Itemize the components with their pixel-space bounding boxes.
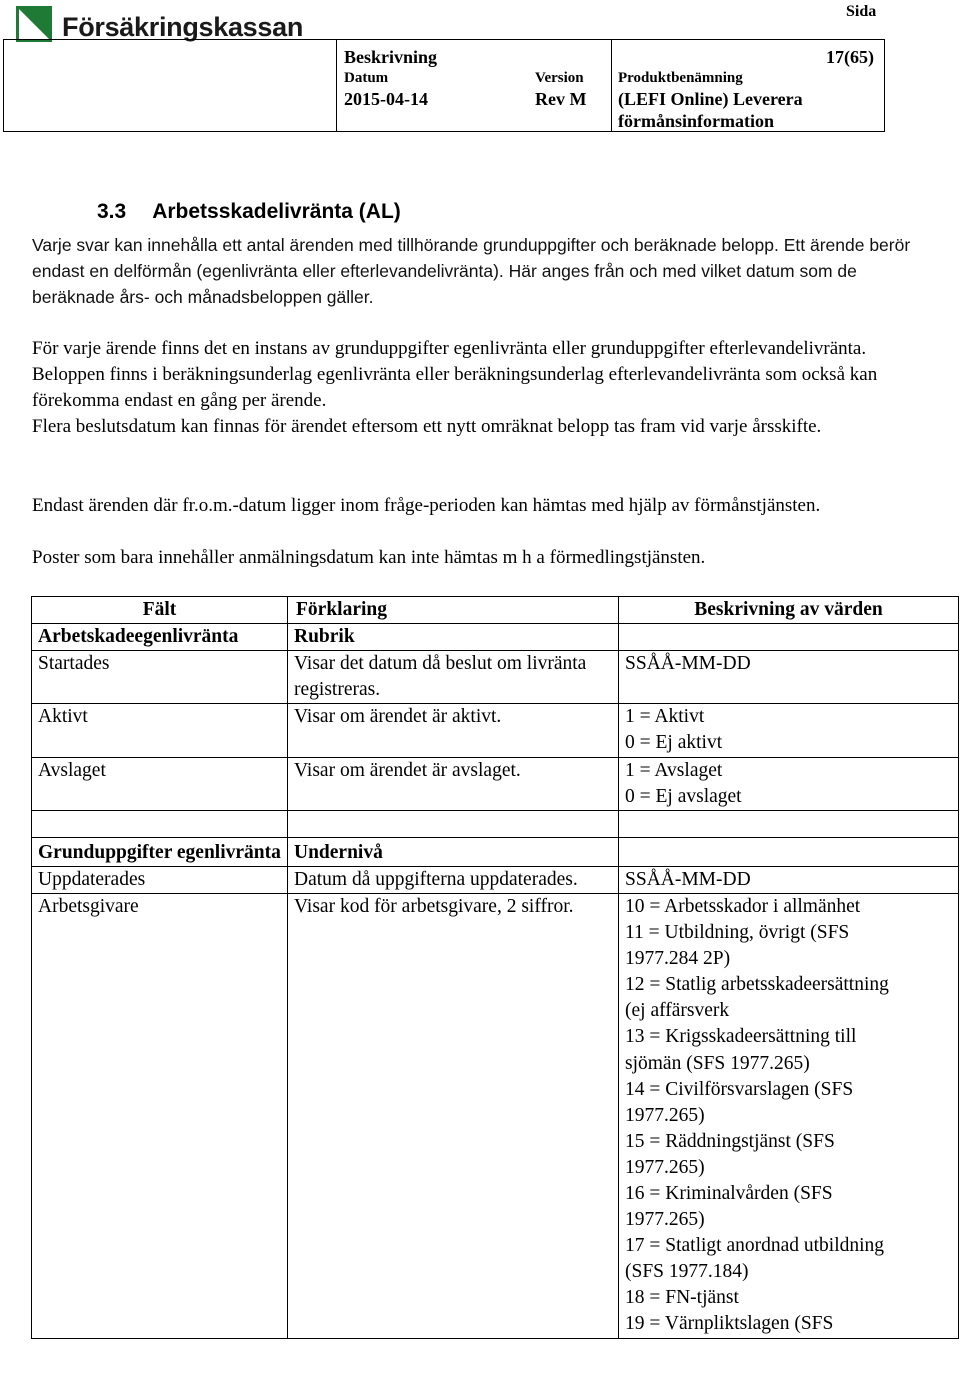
table-row-empty [32,810,959,837]
field-values [619,837,959,866]
field-values [619,866,959,893]
table-row [32,651,959,704]
value-line: 10 = Arbetsskador i allmänhet [625,895,861,917]
field-table [31,596,959,1339]
value-line: SSÅÅ-MM-DD [625,868,751,890]
value-line: 1977.265) [625,1104,705,1126]
field-name: Uppdaterades [32,866,288,893]
field-name: Aktivt [32,704,288,757]
field-name [32,810,288,837]
produkt-value: (LEFI Online) Leverera förmånsinformation [618,89,803,131]
paragraph-endast: Endast ärenden där fr.o.m.-datum ligger inom fråge-perioden kan hämtas med hjälp av förmånstjänsten. [32,495,821,516]
table-header-row [32,597,959,624]
version-value: Rev M [535,89,587,109]
table-row [32,757,959,810]
field-values [619,704,959,757]
datum-value: 2015-04-14 [344,89,428,109]
value-line: 1 = Avslaget [625,759,723,781]
version-label: Version [535,70,584,86]
field-name: Arbetsgivare [32,893,288,1338]
value-line: 14 = Civilförsvarslagen (SFS [625,1078,854,1100]
field-name: Arbetskadeegenlivränta [32,624,288,651]
field-values [619,893,959,1338]
field-name: Startades [32,651,288,704]
field-values [619,757,959,810]
field-name: Grunduppgifter egenlivränta [32,837,288,866]
field-explanation [288,810,619,837]
field-explanation: Visar kod för arbetsgivare, 2 siffror. [288,893,619,1338]
paragraph-instances: För varje ärende finns det en instans av grunduppgifter egenlivränta eller grunduppgifter efterlevandelivränta. Beloppen finns i beräkningsunderlag egenlivränta eller beräkningsunderlag efterlevandelivränta som också kan förekomma endast en gång per ärende. [32,338,878,411]
table-row [32,893,959,1338]
value-line: (ej affärsverk [625,1000,730,1022]
value-line: 15 = Räddningstjänst (SFS [625,1130,835,1152]
value-line: 1977.284 2P) [625,948,731,970]
logo-text: Försäkringskassan [62,12,304,42]
page-number: 17(65) [826,47,874,67]
section-heading [97,200,401,224]
produkt-label: Produktbenämning [618,70,743,86]
value-line: 16 = Kriminalvården (SFS [625,1182,833,1204]
paragraph-poster: Poster som bara innehåller anmälningsdatum kan inte hämtas m h a förmedlingstjänsten. [32,547,706,568]
value-line: 1 = Aktivt [625,706,705,728]
value-line: 0 = Ej avslaget [625,785,742,807]
value-line: 1977.265) [625,1156,705,1178]
field-explanation: Visar om ärendet är avslaget. [288,757,619,810]
header-divider [611,39,612,132]
column-header-forklaring: Förklaring [288,597,619,624]
header-divider [336,39,337,132]
paragraph-beslutsdatum: Flera beslutsdatum kan finnas för ärendet eftersom ett nytt omräknat belopp tas fram vid varje årsskifte. [32,416,822,437]
value-line: 11 = Utbildning, övrigt (SFS [625,922,850,944]
field-explanation: Visar om ärendet är aktivt. [288,704,619,757]
value-line: SSÅÅ-MM-DD [625,653,751,675]
value-line: 0 = Ej aktivt [625,732,723,754]
column-header-falt: Fält [32,597,288,624]
table-row [32,837,959,866]
value-line: (SFS 1977.184) [625,1261,749,1283]
table-row [32,624,959,651]
field-explanation: Rubrik [288,624,619,651]
beskrivning-label: Beskrivning [344,47,438,67]
table-row [32,704,959,757]
column-header-beskrivning: Beskrivning av värden [619,597,959,624]
logo-mark-icon [16,6,52,42]
datum-label: Datum [344,70,389,86]
value-line: 1977.265) [625,1209,705,1231]
section-number: 3.3 [97,200,127,223]
value-line: 17 = Statligt anordnad utbildning [625,1235,885,1257]
value-line: 19 = Värnpliktslagen (SFS [625,1313,834,1335]
table-row [32,866,959,893]
sida-label: Sida [846,3,877,20]
field-name: Avslaget [32,757,288,810]
value-line: 12 = Statlig arbetsskadeersättning [625,974,889,996]
value-line: 18 = FN-tjänst [625,1287,739,1309]
section-title: Arbetsskadelivränta (AL) [152,200,401,223]
field-values [619,651,959,704]
field-values [619,810,959,837]
field-values [619,624,959,651]
paragraph-intro: Varje svar kan innehålla ett antal ärenden med tillhörande grunduppgifter och beräknade belopp. Ett ärende berör endast en delförmån (egenlivränta eller efterlevandelivränta). Här anges från och med vilket datum som de beräknade års- och månadsbeloppen gäller. [32,235,911,307]
field-explanation: Visar det datum då beslut om livränta registreras. [288,651,619,704]
value-line: 13 = Krigsskadeersättning till [625,1026,857,1048]
field-explanation: Undernivå [288,837,619,866]
value-line: sjömän (SFS 1977.265) [625,1052,810,1074]
field-explanation: Datum då uppgifterna uppdaterades. [288,866,619,893]
